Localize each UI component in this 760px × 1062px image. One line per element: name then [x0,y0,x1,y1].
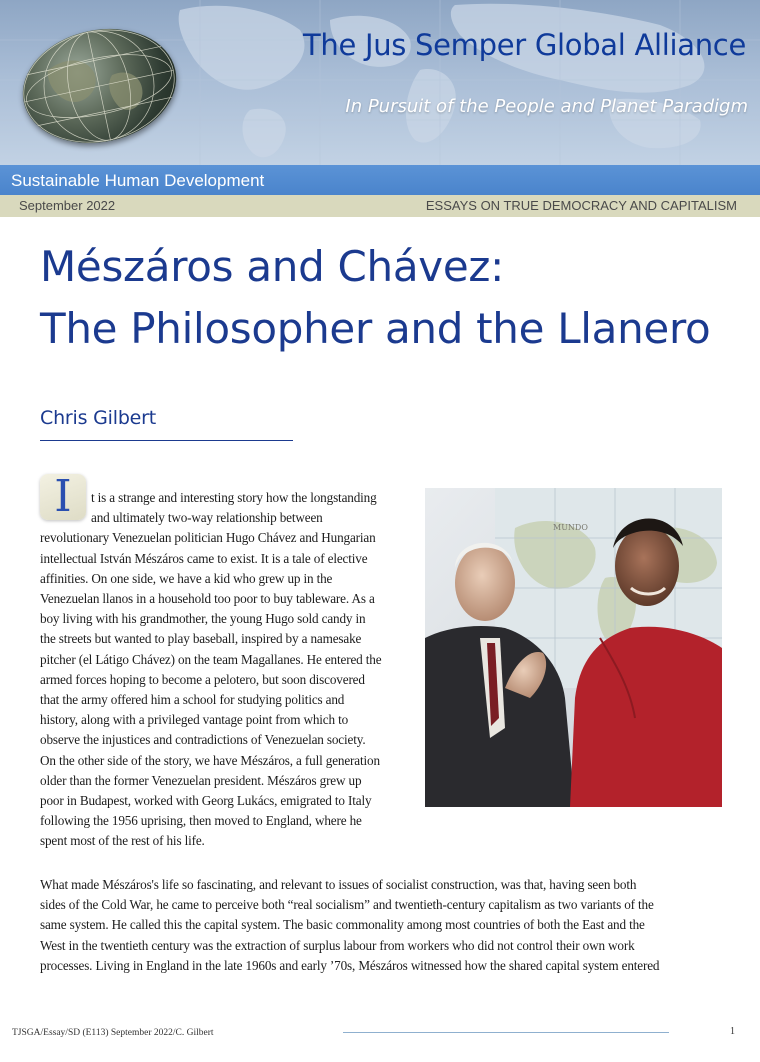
section-bar [0,165,760,195]
text-line: following the 1956 uprising, then moved to England, where he [40,813,362,829]
page-number: 1 [730,1026,735,1037]
paragraph-2 [40,875,720,976]
title-line-1: Mészáros and Chávez: [40,242,504,291]
tagline: In Pursuit of the People and Planet Paradigm [345,96,748,117]
author-underline [40,440,293,441]
text-line: sides of the Cold War, he came to perceive both “real socialism” and twentieth-century capitalism as two variants of the [40,897,654,913]
drop-cap-letter: I [54,471,72,522]
footer-divider [343,1032,669,1033]
footer-citation: TJSGA/Essay/SD (E113) September 2022/C. Gilbert [12,1028,214,1038]
text-line: On the other side of the story, we have Mészáros, a full generation [40,752,380,768]
organization-name: The Jus Semper Global Alliance [303,28,746,62]
text-line: observe the injustices and contradictions of Venezuelan society. [40,732,366,748]
text-line: older than the former Venezuelan president. Mészáros grew up [40,772,362,788]
paragraph-1 [40,488,416,852]
text-line: spent most of the rest of his life. [40,833,205,849]
article-photo [425,488,722,807]
text-line: that the army offered him a school for studying politics and [40,692,345,708]
text-line: West in the twentieth century was the extraction of surplus labour from workers who did not control their own work [40,937,635,953]
header-banner [0,0,760,165]
text-line: and ultimately two-way relationship between [91,510,323,526]
title-line-2: The Philosopher and the Llanero [40,304,711,353]
text-line: affinities. On one side, we have a kid who grew up in the [40,570,333,586]
article-title [40,236,740,360]
issue-date: September 2022 [19,198,116,213]
sub-bar [0,195,760,217]
text-line: intellectual István Mészáros came to exist. It is a tale of elective [40,550,368,566]
text-line: the streets but wanted to play baseball, inspired by a namesake [40,631,362,647]
text-line: What made Mészáros's life so fascinating, and relevant to issues of socialist construction, was that, having seen both [40,877,637,892]
text-line: armed forces hoping to become a pelotero, but soon discovered [40,671,365,687]
photo-illustration [425,488,722,807]
text-line: poor in Budapest, worked with Georg Lukács, emigrated to Italy [40,793,372,809]
text-line: t is a strange and interesting story how the longstanding [91,490,377,505]
text-line: revolutionary Venezuelan politician Hugo Chávez and Hungarian [40,530,376,546]
text-line: Venezuelan llanos in a household too poor to buy tableware. As a [40,591,375,607]
text-line: processes. Living in England in the late 1960s and early ’70s, Mészáros witnessed how the shared capital system entered [40,957,660,973]
author-name: Chris Gilbert [40,407,157,429]
photo-sign-text: MUNDO [553,523,588,532]
section-label: Sustainable Human Development [11,171,265,190]
text-line: same system. He called this the capital system. The basic commonality among most countries of both the East and the [40,917,645,933]
text-line: pitcher (el Látigo Chávez) on the team Magallanes. He entered the [40,651,382,667]
series-label: ESSAYS ON TRUE DEMOCRACY AND CAPITALISM [425,198,737,213]
text-line: history, along with a privileged vantage point from which to [40,712,349,728]
text-line: boy living with his grandmother, the young Hugo sold candy in [40,611,366,627]
